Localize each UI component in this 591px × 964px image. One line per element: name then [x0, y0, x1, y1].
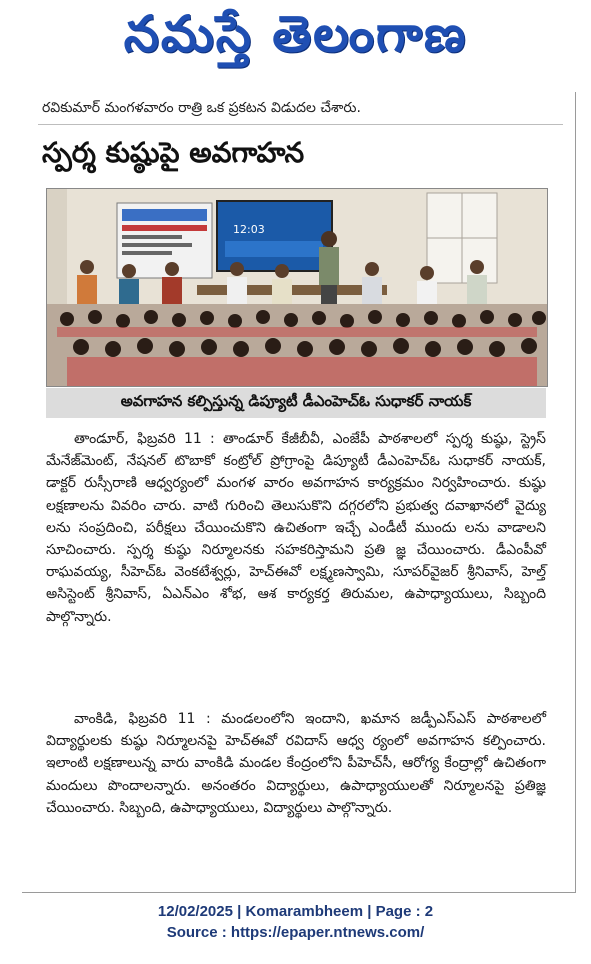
footer-meta: 12/02/2025 | Komarambheem | Page : 2 — [157, 903, 434, 920]
newspaper-logo: నమస్తే తెలంగాణ — [123, 4, 468, 63]
article-paragraph-2: వాంకిడి, ఫిబ్రవరి 11 : మండలంలోని ఇందాని, ఖమాన జడ్పీఎస్ఎస్ పాఠశాలలో విద్యార్థులకు కుష్ఠు నిర్మూలనపై హెచ్ఈవో రవిదాస్ ఆధ్వ ర్యంలో అవగాహన కల్పించారు. ఇలాంటి లక్షణాలున్న వారు వాంకిడి మండల కేంద్రంలోని పీహెచ్‌సీ, ఆరోగ్య కేంద్రాల్లో ఉచితంగా మందులు పొందాలన్నారు. అనంతరం విద్యార్థులు, ఉపాధ్యాయులతో నిర్మూలనపై ప్రతిజ్ఞ చేయించారు. సిబ్బంది, ఉపాధ్యాయులు, విద్యార్థులు పాల్గొన్నారు. — [46, 711, 546, 816]
photo-caption: అవగాహన కల్పిస్తున్న డిప్యూటీ డీఎంహెచ్ఓ సుధాకర్ నాయక్ — [46, 388, 546, 418]
divider — [38, 124, 563, 125]
article-paragraph-1: తాండూర్, ఫిబ్రవరి 11 : తాండూర్ కేజీబీవీ, ఎంజేపీ పాఠశాలలో స్పర్శ కుష్ఠు, స్ట్రెస్ మేనేజ్‌మెంట్, నేషనల్ టొబాకో కంట్రోల్ ప్రోగ్రాంపై డిప్యూటీ డీఎంహెచ్ఓ సుధాకర్ నాయక్, డాక్టర్ రుస్సీరాణి ఆధ్వర్యంలో మంగళ వారం అవగాహన కార్యక్రమం నిర్వహించారు. కుష్ఠు లక్షణాలను వివరిం చారు. వాటి గురించి తెలుసుకొని దగ్గరలోని ప్రభుత్వ దవాఖానలో వైద్యు లను సంప్రదించి, పరీక్షలు చేయించుకొని ఉచితంగా ఇచ్చే ఎండీటీ ముందు లను వాడాలని సూచించారు. స్పర్శ కుష్ఠు నిర్మూలనకు సహకరిస్తామని ప్రతి జ్ఞ చేయించారు. డీఎంపీవో రాఘవయ్య, సీహెచ్ఓ వెంకటేశ్వర్లు, హెచ్ఈవో లక్ష్మణస్వామి, సూపర్‌వైజర్ శ్రీనివాస్, హెల్త్ అసిస్టెంట్ శ్రీనివాస్, ఏఎన్ఎం శోభ, ఆశ కార్యకర్త తిరుమల, ఉపాధ్యాయులు, సిబ్బంది పాల్గొన్నారు. — [46, 431, 546, 625]
previous-article-tail: రవికుమార్ మంగళవారం రాత్రి ఒక ప్రకటన విడుదల చేశారు. — [42, 100, 361, 116]
article-photo — [46, 188, 548, 387]
footer-source: Source : https://epaper.ntnews.com/ — [166, 924, 425, 941]
masthead — [0, 0, 591, 80]
screen-clock-text: 12:03 — [233, 223, 265, 236]
event-photo-illustration — [47, 189, 547, 386]
article-headline: స్పర్శ కుష్ఠుపై అవగాహన — [42, 136, 305, 169]
